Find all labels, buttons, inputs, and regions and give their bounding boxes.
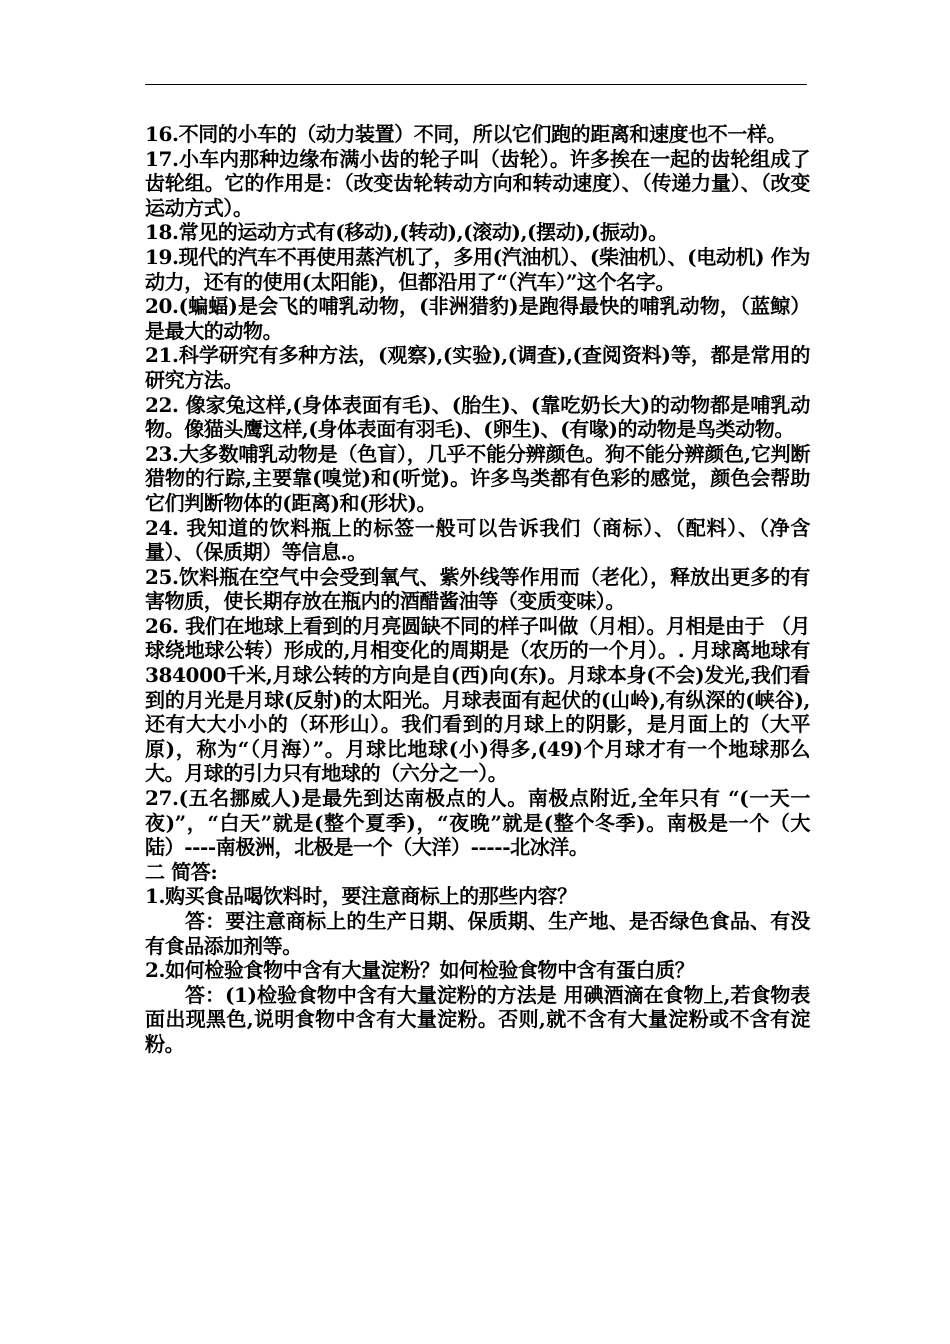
item-19: 19.现代的汽车不再使用蒸汽机了，多用(汽油机）、(柴油机）、(电动机) 作为动力，还有的使用(太阳能)，但都沿用了“（汽车）”这个名字。 bbox=[145, 244, 810, 294]
item-27: 27.(五名挪威人)是最先到达南极点的人。南极点附近,全年只有 “(一天一夜)”，“白天”就是(整个夏季)，“夜晚”就是(整个冬季)。南极是一个（大陆）----南极洲，北极是一个（大洋）-----北冰洋。 bbox=[145, 786, 810, 860]
document-body bbox=[145, 122, 810, 1057]
item-17: 17.小车内那种边缘布满小齿的轮子叫（齿轮）。许多挨在一起的齿轮组成了齿轮组。它的作用是：（改变齿轮转动方向和转动速度）、（传递力量）、（改变运动方式）。 bbox=[145, 146, 810, 220]
item-21: 21.科学研究有多种方法，(观察),(实验),(调查),(查阅资料)等，都是常用的研究方法。 bbox=[145, 343, 810, 392]
item-18: 18.常见的运动方式有(移动),(转动),(滚动),(摆动),(振动)。 bbox=[145, 220, 668, 245]
item-25: 25.饮料瓶在空气中会受到氧气、紫外线等作用而（老化），释放出更多的有害物质，使长期存放在瓶内的酒醋酱油等（变质变味）。 bbox=[145, 564, 810, 614]
item-20: 20.(蝙蝠)是会飞的哺乳动物，(非洲猎豹)是跑得最快的哺乳动物，（蓝鲸）是最大的动物。 bbox=[145, 294, 810, 343]
answer-2: 答：(1)检验食物中含有大量淀粉的方法是 用碘酒滴在食物上,若食物表面出现黑色,说明食物中含有大量淀粉。否则,就不含有大量淀粉或不含有淀粉。 bbox=[145, 982, 810, 1056]
question-1: 1.购买食品喝饮料时，要注意商标上的那些内容？ bbox=[145, 884, 577, 909]
section-heading: 二 简答: bbox=[145, 859, 218, 884]
item-24: 24. 我知道的饮料瓶上的标签一般可以告诉我们（商标）、（配料）、（净含量）、（保质期）等信息.。 bbox=[145, 515, 810, 565]
item-26: 26. 我们在地球上看到的月亮圆缺不同的样子叫做（月相）。月相是由于 （月球绕地球公转）形成的,月相变化的周期是（农历的一个月）。. 月球离地球有384000千米,月球公转的方向是自(西)向(东)。月球本身(不会)发光,我们看到的月光是月球(反射)的太阳光。月球表面有起伏的(山岭),有纵深的(峡谷),还有大大小小的（环形山）。我们看到的月球上的阴影，是月面上的（大平原)，称为“（月海）”。月球比地球(小)得多,(49)个月球才有一个地球那么大。月球的引力只有地球的（六分之一）。 bbox=[145, 613, 810, 786]
item-23: 23.大多数哺乳动物是（色盲），几乎不能分辨颜色。狗不能分辨颜色,它判断猎物的行踪,主要靠(嗅觉)和(听觉)。许多鸟类都有色彩的感觉，颜色会帮助它们判断物体的(距离)和(形状)。 bbox=[145, 441, 810, 515]
header-rule bbox=[145, 84, 807, 85]
item-22: 22. 像家兔这样,(身体表面有毛)、(胎生)、(靠吃奶长大)的动物都是哺乳动物。像猫头鹰这样,(身体表面有羽毛)、(卵生)、(有喙)的动物是鸟类动物。 bbox=[145, 392, 810, 442]
item-16: 16.不同的小车的（动力装置）不同，所以它们跑的距离和速度也不一样。 bbox=[145, 122, 787, 146]
question-2: 2.如何检验食物中含有大量淀粉？如何检验食物中含有蛋白质？ bbox=[145, 958, 695, 983]
answer-1: 答：要注意商标上的生产日期、保质期、生产地、是否绿色食品、有没有食品添加剂等。 bbox=[145, 909, 810, 958]
